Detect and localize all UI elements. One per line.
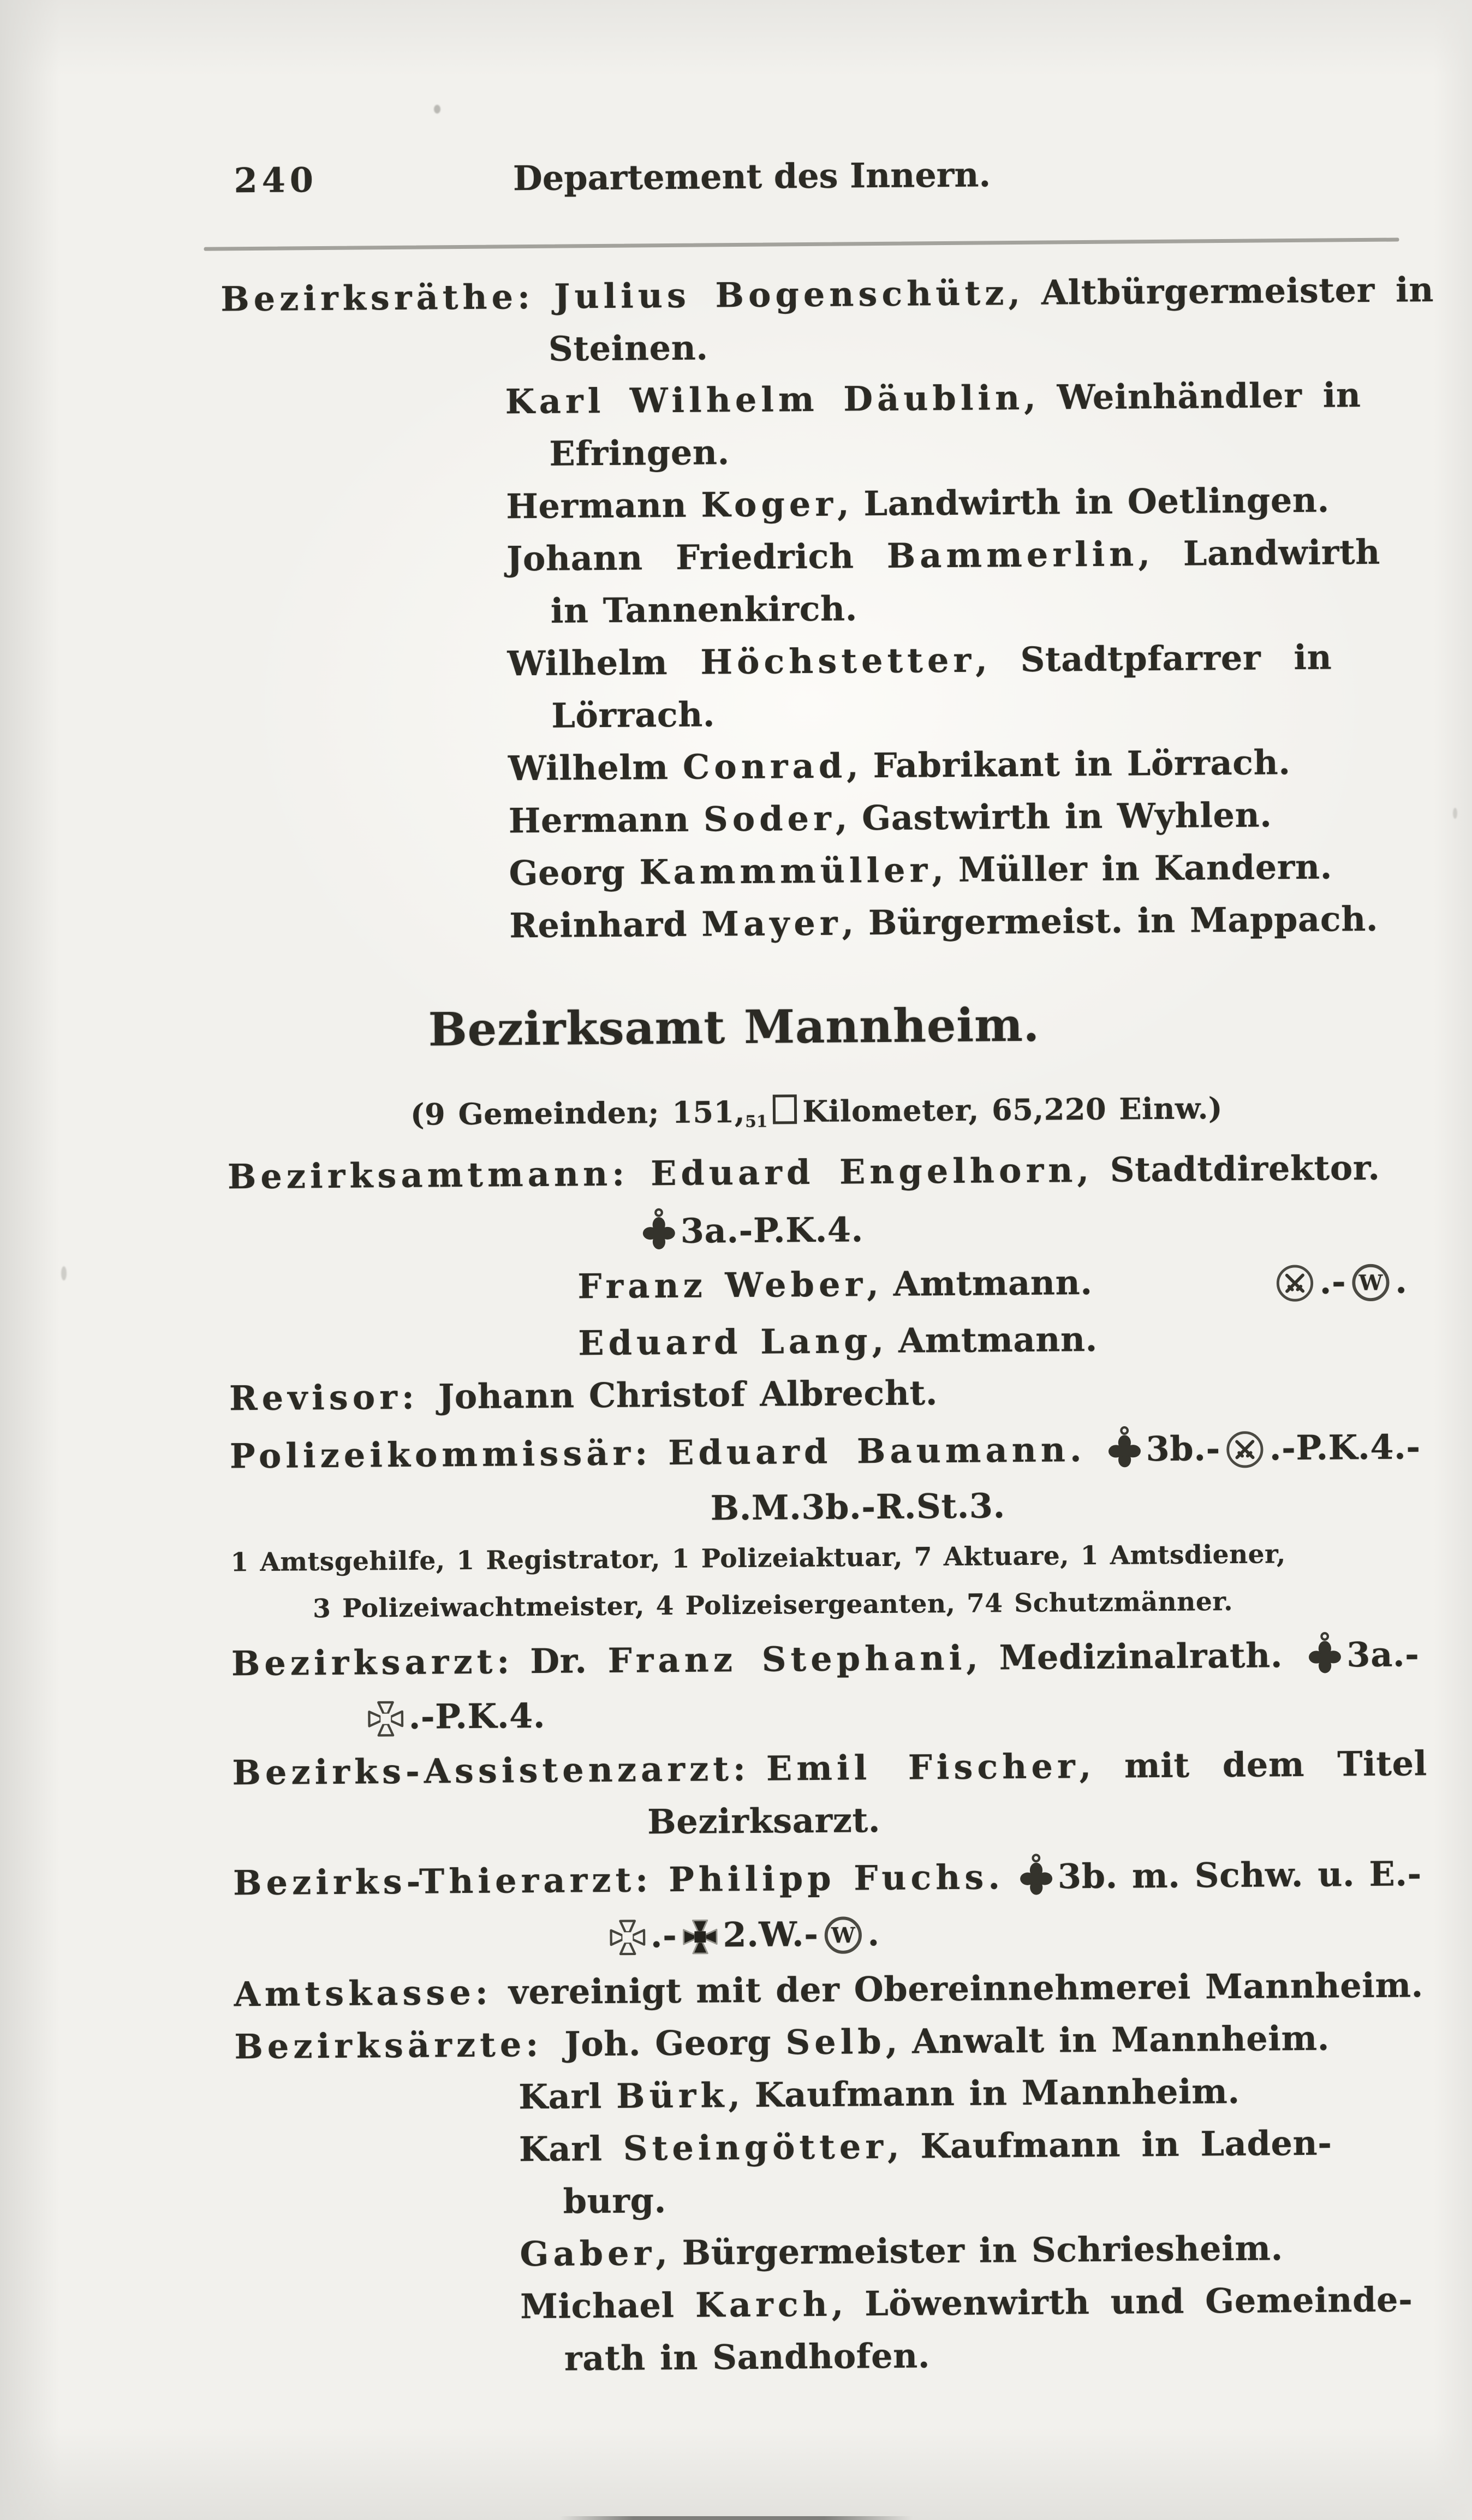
person-name: Georg xyxy=(509,852,640,893)
running-header xyxy=(219,153,1398,201)
page-number: 240 xyxy=(234,160,318,201)
iron-cross-icon xyxy=(681,1918,719,1956)
medal-code: 3a.- xyxy=(1346,1634,1420,1675)
person-role: , Altbürgermeister in xyxy=(1008,270,1434,313)
svg-text:W: W xyxy=(831,1922,855,1949)
label-polizeikommissaer: Polizeikommissär: xyxy=(229,1433,652,1476)
svg-text:W: W xyxy=(1358,1270,1383,1296)
place-name: Efringen. xyxy=(549,432,730,474)
person-name: Koger xyxy=(701,484,838,525)
entry-bezirksaerzte-steingoetter xyxy=(519,2123,1414,2170)
entry-bezirksraethe-daeublin xyxy=(505,377,1401,420)
maltese-cross-outline-icon xyxy=(609,1919,647,1956)
person-name: Franz Stephani xyxy=(607,1637,967,1681)
person-name: Bammerlin xyxy=(886,534,1139,576)
scan-edge-shadow xyxy=(0,2516,1472,2520)
place-name: Steinen. xyxy=(548,327,708,369)
person-name: Eduard Engelhorn xyxy=(650,1150,1077,1194)
medal-code: 2.W.- xyxy=(723,1914,819,1955)
subtitle-text: Kilometer, 65,220 Einw.) xyxy=(802,1091,1223,1129)
person-name: Wilhelm xyxy=(508,747,683,789)
medal-code: .- xyxy=(1319,1261,1346,1302)
person-name: Franz Weber xyxy=(577,1264,867,1307)
person-name: Eduard Lang xyxy=(578,1321,872,1363)
page-body xyxy=(218,0,1434,2379)
person-name: Karl Wilhelm Däublin xyxy=(505,377,1024,422)
person-name: Johann Christof Albrecht. xyxy=(438,1373,938,1417)
person-name: Karl xyxy=(518,2076,617,2117)
medals-engelhorn xyxy=(637,1202,1407,1252)
entry-bezirksraethe-hoechstetter xyxy=(507,639,1402,682)
medal-code: B.M.3b.-R.St.3. xyxy=(710,1486,1006,1528)
person-name: Gaber xyxy=(520,2233,656,2274)
person-name: Karch xyxy=(695,2284,832,2325)
entry-bezirksraethe-bammerlin xyxy=(506,534,1402,577)
person-role: , Müller in Kandern. xyxy=(932,847,1333,890)
label-amtskasse: Amtskasse: xyxy=(234,1972,493,2015)
entry-bezirksraethe-koger xyxy=(506,481,1401,525)
person-name: Eduard Baumann xyxy=(668,1429,1070,1473)
person-role: Bezirksarzt. xyxy=(647,1800,881,1842)
line-right xyxy=(1270,1262,1407,1303)
entry-assistenzarzt-fischer xyxy=(232,1743,1428,1793)
entry-bezirksaerzte-gaber xyxy=(520,2229,1415,2272)
zaehringer-cross-medal-icon xyxy=(1107,1426,1142,1469)
entry-bezirksamtmann-engelhorn xyxy=(228,1149,1407,1195)
entry-wrap-loerrach xyxy=(551,691,1403,734)
person-role: , Amtmann. xyxy=(872,1319,1098,1361)
running-title: Departement des Innern. xyxy=(512,154,991,199)
medal-code: .-P.K.4.- xyxy=(1269,1427,1421,1468)
section-subtitle xyxy=(227,1089,1407,1142)
person-role: , Bürgermeist. in Mappach. xyxy=(842,898,1379,943)
staff-text: 3 Polizeiwachtmeister, 4 Polizeisergeanten, 74 Schutzmänner. xyxy=(312,1586,1233,1624)
person-role: , Stadtpfarrer in xyxy=(975,637,1332,680)
person-role: , Weinhändler in xyxy=(1023,375,1361,418)
person-name: Hermann xyxy=(508,799,704,841)
medals-stephani-2 xyxy=(362,1691,1410,1737)
entry-bezirksraethe-soder xyxy=(509,796,1404,839)
person-name: Steingötter xyxy=(623,2126,888,2168)
content-lines xyxy=(220,270,1434,2380)
person-role: , Bürgermeister in Schriesheim. xyxy=(655,2228,1284,2273)
person-name: Hermann xyxy=(505,485,701,527)
person-name: Bürk xyxy=(616,2075,729,2116)
person-name: Joh. Georg xyxy=(564,2022,786,2064)
label-bezirks-thierarzt: Bezirks-Thierarzt: xyxy=(233,1860,653,1903)
entry-bezirksraethe-mayer xyxy=(509,898,1404,946)
medals-fuchs-2 xyxy=(605,1910,1413,1957)
text-run: . xyxy=(1069,1429,1103,1470)
maltese-cross-outline-icon xyxy=(367,1700,404,1738)
medal-code: . xyxy=(1394,1261,1408,1301)
medals-baumann-2 xyxy=(710,1485,1409,1526)
entry-bezirksaerzte-selb xyxy=(234,2019,1413,2065)
entry-bezirksarzt-stephani xyxy=(231,1631,1420,1684)
label-revisor: Revisor: xyxy=(229,1377,419,1419)
person-name: Julius Bogenschütz xyxy=(553,273,1009,317)
person-role: , Fabrikant in Lörrach. xyxy=(846,742,1291,786)
entry-wrap-bezirksarzt xyxy=(647,1798,1411,1840)
zaehringer-cross-medal-icon xyxy=(641,1208,676,1252)
entry-wrap-burg xyxy=(563,2177,1414,2219)
person-name: Reinhard xyxy=(509,904,702,946)
person-role: , Löwenwirth und Gemeinde- xyxy=(831,2279,1413,2324)
entry-amtmann-lang xyxy=(578,1319,1408,1361)
w-circle-medal-icon xyxy=(1350,1262,1391,1303)
entry-text: vereinigt mit der Obereinnehmerei Mannheim. xyxy=(508,1965,1424,2012)
person-name: Wilhelm xyxy=(507,642,701,684)
place-name: rath in Sandhofen. xyxy=(564,2336,931,2379)
entry-wrap-steinen xyxy=(549,324,1400,367)
person-name: Philipp Fuchs xyxy=(668,1857,988,1900)
person-role: , Stadtdirektor. xyxy=(1077,1147,1380,1190)
line-left xyxy=(577,1262,1093,1309)
person-role: , Gastwirth in Wyhlen. xyxy=(835,795,1272,838)
person-role: , Anwalt in Mannheim. xyxy=(885,2018,1330,2062)
medal-code: 3a.-P.K.4. xyxy=(680,1210,864,1251)
place-name: burg. xyxy=(563,2181,667,2221)
subtitle-subscript: 51 xyxy=(745,1112,768,1131)
medal-code: . xyxy=(867,1913,880,1954)
entry-thierarzt-fuchs xyxy=(233,1850,1422,1903)
medal-code: 3b.- xyxy=(1146,1428,1221,1469)
person-role: , Kaufmann in Mannheim. xyxy=(728,2071,1240,2116)
person-role: , Landwirth xyxy=(1138,532,1381,574)
person-name: Karl xyxy=(519,2128,624,2170)
entry-bezirksraethe-kammmueller xyxy=(509,848,1404,891)
person-name: Soder xyxy=(703,798,836,839)
entry-polizeikommissaer-baumann xyxy=(229,1423,1421,1478)
person-name: Höchstetter xyxy=(700,640,976,682)
label-bezirksarzt: Bezirksarzt: xyxy=(231,1641,514,1684)
staff-line-2 xyxy=(313,1586,1410,1623)
crossed-swords-circle-icon xyxy=(1274,1263,1315,1304)
section-title-text: Bezirksamt Mannheim. xyxy=(428,997,1040,1057)
person-name: Dr. xyxy=(530,1640,608,1681)
entry-bezirksraethe-bogenschuetz xyxy=(220,270,1434,319)
label-bezirksaerzte: Bezirksärzte: xyxy=(234,2024,543,2067)
square-kilometer-icon xyxy=(773,1094,797,1124)
text-run: . xyxy=(988,1857,1015,1897)
paper-speck xyxy=(61,1266,67,1280)
entry-wrap-efringen xyxy=(549,429,1401,472)
person-name: Conrad xyxy=(682,746,847,787)
paper-speck xyxy=(1453,808,1457,819)
section-title xyxy=(144,998,1324,1057)
person-name: Kammmüller xyxy=(639,850,932,892)
person-name: Michael xyxy=(520,2285,696,2327)
person-role: , Amtmann. xyxy=(866,1262,1093,1304)
zaehringer-cross-medal-icon xyxy=(1018,1853,1053,1897)
place-name: Lörrach. xyxy=(551,694,716,736)
crossed-swords-circle-icon xyxy=(1225,1429,1266,1470)
zaehringer-cross-medal-icon xyxy=(1308,1631,1343,1675)
person-name: Mayer xyxy=(701,903,842,944)
header-rule xyxy=(204,238,1399,251)
medal-code: .-P.K.4. xyxy=(408,1695,546,1737)
person-name: Selb xyxy=(785,2021,886,2063)
entry-bezirksaerzte-buerk xyxy=(519,2072,1414,2115)
person-role: , Kaufmann in Laden- xyxy=(887,2123,1332,2166)
person-role: , Medizinalrath. xyxy=(966,1635,1304,1678)
entry-wrap-sandhofen xyxy=(564,2334,1416,2379)
staff-text: 1 Amtsgehilfe, 1 Registrator, 1 Polizeiaktuar, 7 Aktuare, 1 Amtsdiener, xyxy=(230,1539,1286,1578)
person-role: , Landwirth in Oetlingen. xyxy=(837,480,1330,524)
entry-bezirksraethe-conrad xyxy=(508,743,1403,787)
staff-line-1 xyxy=(230,1539,1409,1577)
person-name: Johann Friedrich xyxy=(506,535,887,579)
label-bezirksamtmann: Bezirksamtmann: xyxy=(227,1153,629,1197)
medal-code: 3b. m. Schw. u. E.- xyxy=(1057,1854,1422,1897)
entry-wrap-tannenkirch xyxy=(551,586,1402,629)
label-bezirks-assistenzarzt: Bezirks-Assistenzarzt: xyxy=(232,1748,750,1793)
entry-bezirksaerzte-karch xyxy=(520,2281,1415,2325)
w-circle-medal-icon xyxy=(823,1915,863,1956)
entry-amtmann-weber xyxy=(577,1262,1408,1309)
medal-code: .- xyxy=(650,1915,677,1956)
entry-revisor-albrecht xyxy=(229,1371,1408,1419)
person-role: , mit dem Titel xyxy=(1079,1743,1428,1786)
label-bezirksraethe: Bezirksräthe: xyxy=(220,276,535,319)
subtitle-text: (9 Gemeinden; 151, xyxy=(410,1094,746,1132)
entry-amtskasse xyxy=(234,1965,1424,2015)
place-name: in Tannenkirch. xyxy=(550,588,858,631)
person-name: Emil Fischer xyxy=(766,1746,1080,1789)
